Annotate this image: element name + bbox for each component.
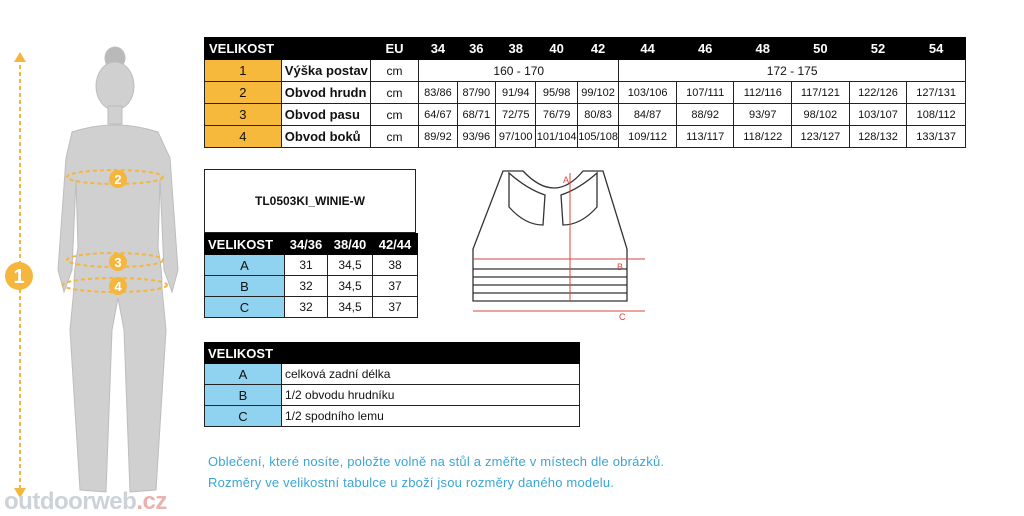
header-size: 38/40 (328, 234, 373, 255)
cell: 105/108 (577, 126, 618, 148)
header-size: 36 (457, 38, 495, 60)
cell: 113/117 (676, 126, 734, 148)
cell: 34,5 (328, 297, 373, 318)
row-description: celková zadní délka (282, 364, 580, 385)
cell: 64/67 (419, 104, 457, 126)
bra-label-b: B (617, 262, 624, 272)
cell: 76/79 (536, 104, 577, 126)
table-row (205, 364, 580, 385)
cell: 108/112 (907, 104, 966, 126)
product-code: TL0503KI_WINIE-W (204, 169, 416, 233)
row-name: Obvod pasu (281, 104, 370, 126)
row-unit: cm (370, 126, 419, 148)
table-row (205, 104, 966, 126)
table-row (205, 82, 966, 104)
cell: 93/97 (734, 104, 792, 126)
cell: 97/100 (496, 126, 536, 148)
header-size: 54 (907, 38, 966, 60)
row-unit: cm (370, 104, 419, 126)
marker-1 (5, 262, 33, 290)
header-size: 42 (577, 38, 618, 60)
cell: 128/132 (849, 126, 907, 148)
cell: 31 (285, 255, 328, 276)
table-row (205, 126, 966, 148)
row-label: A (205, 364, 282, 385)
header-size: 40 (536, 38, 577, 60)
measurement-legend-table (204, 342, 580, 427)
bra-label-a: A (563, 175, 570, 185)
cell: 117/121 (792, 82, 850, 104)
cell: 72/75 (496, 104, 536, 126)
table-row (205, 60, 966, 82)
row-label: B (205, 385, 282, 406)
svg-text:4: 4 (114, 279, 122, 294)
row-index: 4 (205, 126, 282, 148)
header-size: 48 (734, 38, 792, 60)
legend-header (205, 343, 580, 364)
brand-domain: .cz (136, 488, 167, 515)
row-description: 1/2 obvodu hrudníku (282, 385, 580, 406)
header-velikost: VELIKOST (205, 234, 285, 255)
marker-2 (109, 170, 127, 188)
cell: 109/112 (619, 126, 677, 148)
cell: 34,5 (328, 276, 373, 297)
cell: 37 (373, 297, 418, 318)
header-velikost: VELIKOST (205, 343, 580, 364)
cell: 80/83 (577, 104, 618, 126)
cell: 122/126 (849, 82, 907, 104)
row-index: 2 (205, 82, 282, 104)
bra-diagram (465, 165, 655, 320)
header-size: 34/36 (285, 234, 328, 255)
row-label: C (205, 297, 285, 318)
header-size: 44 (619, 38, 677, 60)
row-index: 1 (205, 60, 282, 82)
svg-text:1: 1 (13, 266, 25, 288)
body-figure (0, 30, 200, 500)
brand-logo (4, 488, 167, 516)
header-eu: EU (370, 38, 419, 60)
cell: 68/71 (457, 104, 495, 126)
header-velikost: VELIKOST (205, 38, 371, 60)
header-size: 46 (676, 38, 734, 60)
size-table-header (205, 38, 966, 60)
row-unit: cm (370, 82, 419, 104)
cell: 103/106 (619, 82, 677, 104)
row-unit: cm (370, 60, 419, 82)
cell: 38 (373, 255, 418, 276)
cell: 87/90 (457, 82, 495, 104)
cell: 98/102 (792, 104, 850, 126)
brand-name: outdoorweb (4, 488, 137, 515)
cell: 89/92 (419, 126, 457, 148)
table-row (205, 255, 418, 276)
cell: 34,5 (328, 255, 373, 276)
table-row (205, 297, 418, 318)
cell: 91/94 (496, 82, 536, 104)
cell: 99/102 (577, 82, 618, 104)
measure-instruction: Oblečení, které nosíte, položte volně na stůl a změřte v místech dle obrázků. (208, 454, 665, 469)
cell: 32 (285, 297, 328, 318)
svg-text:3: 3 (114, 255, 122, 270)
height-range: 172 - 175 (619, 60, 966, 82)
model-note: Rozměry ve velikostní tabulce u zboží jsou rozměry daného modelu. (208, 475, 615, 490)
cell: 37 (373, 276, 418, 297)
table-row (205, 406, 580, 427)
header-size: 50 (792, 38, 850, 60)
bra-label-c: C (619, 312, 626, 320)
product-size-table (204, 233, 418, 318)
cell: 127/131 (907, 82, 966, 104)
row-index: 3 (205, 104, 282, 126)
cell: 133/137 (907, 126, 966, 148)
cell: 88/92 (676, 104, 734, 126)
row-name: Obvod hrudn (281, 82, 370, 104)
table-row (205, 276, 418, 297)
cell: 118/122 (734, 126, 792, 148)
height-range: 160 - 170 (419, 60, 619, 82)
cell: 123/127 (792, 126, 850, 148)
cell: 93/96 (457, 126, 495, 148)
header-size: 52 (849, 38, 907, 60)
size-table (204, 37, 966, 148)
cell: 32 (285, 276, 328, 297)
row-name: Výška postav (281, 60, 370, 82)
marker-4 (109, 277, 127, 295)
row-label: A (205, 255, 285, 276)
row-label: C (205, 406, 282, 427)
header-size: 38 (496, 38, 536, 60)
row-label: B (205, 276, 285, 297)
cell: 95/98 (536, 82, 577, 104)
cell: 112/116 (734, 82, 792, 104)
cell: 83/86 (419, 82, 457, 104)
svg-text:2: 2 (114, 172, 122, 187)
table-row (205, 385, 580, 406)
header-size: 42/44 (373, 234, 418, 255)
row-description: 1/2 spodního lemu (282, 406, 580, 427)
cell: 84/87 (619, 104, 677, 126)
cell: 107/111 (676, 82, 734, 104)
cell: 103/107 (849, 104, 907, 126)
row-name: Obvod boků (281, 126, 370, 148)
marker-3 (109, 253, 127, 271)
product-table-header (205, 234, 418, 255)
header-size: 34 (419, 38, 457, 60)
cell: 101/104 (536, 126, 577, 148)
